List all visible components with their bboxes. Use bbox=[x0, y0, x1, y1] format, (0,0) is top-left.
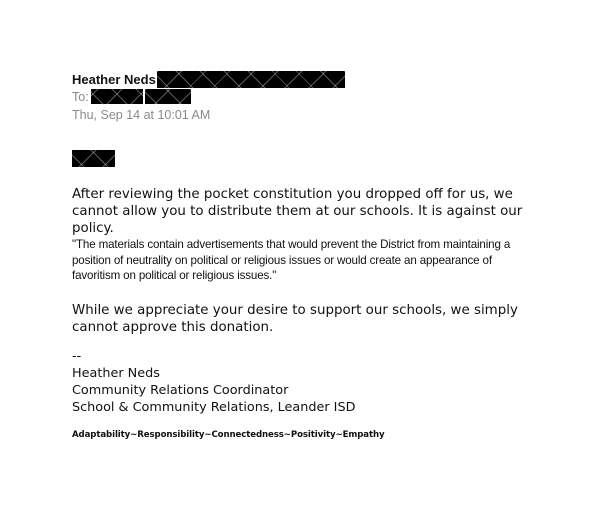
to-label: To: bbox=[72, 89, 89, 104]
sender-name[interactable]: Heather Neds bbox=[72, 71, 156, 87]
redacted-sender-email bbox=[157, 71, 345, 88]
redacted-recipient-first bbox=[91, 89, 143, 104]
to-line bbox=[72, 88, 552, 105]
signature-department: School & Community Relations, Leander ISD bbox=[72, 400, 356, 415]
signature-name: Heather Neds bbox=[72, 366, 160, 381]
redacted-recipient-second bbox=[145, 89, 191, 104]
values-line: Adaptability~Responsibility~Connectedness~Positivity~Empathy bbox=[72, 430, 385, 440]
policy-quote: "The materials contain advertisements that would prevent the District from maintaining a position of neutrality on political or religious issues or would create an appearance of favoritism on political or religious issues." bbox=[72, 238, 511, 282]
signature-separator: -- bbox=[72, 349, 82, 364]
signature-title: Community Relations Coordinator bbox=[72, 383, 289, 398]
from-line bbox=[72, 70, 552, 88]
redacted-greeting bbox=[72, 150, 115, 167]
signature-block bbox=[72, 348, 355, 416]
body-paragraph-2: While we appreciate your desire to support our schools, we simply cannot approve this donation. bbox=[72, 303, 518, 335]
email-header bbox=[72, 70, 552, 124]
body-paragraph-1: After reviewing the pocket constitution you dropped off for us, we cannot allow you to distribute them at our schools. It is against our policy. bbox=[72, 187, 523, 236]
email-date: Thu, Sep 14 at 10:01 AM bbox=[72, 108, 211, 122]
